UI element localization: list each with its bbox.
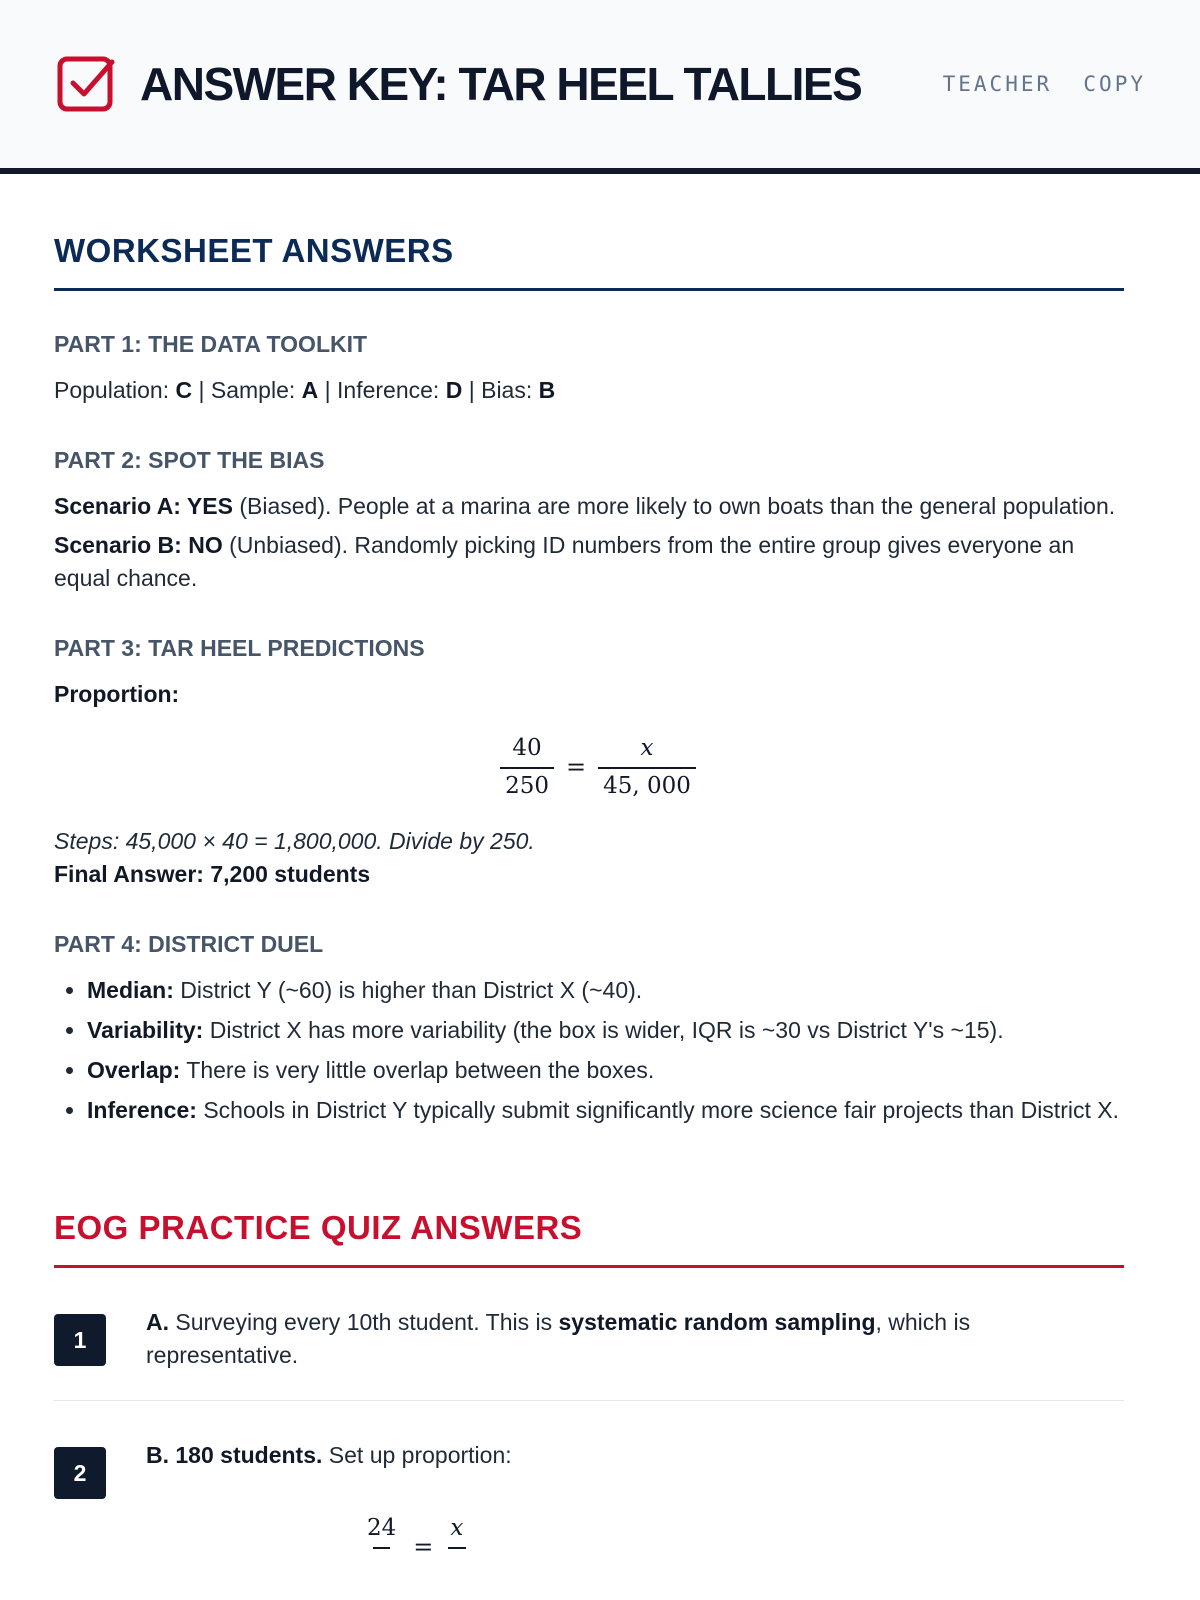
quiz-answer-choice: A.: [146, 1309, 169, 1335]
separator: |: [318, 377, 338, 403]
fraction-right-denominator: 45, 000: [598, 767, 696, 799]
scenario-b-text: (Unbiased). Randomly picking ID numbers from the entire group gives everyone an equal chance.: [54, 532, 1075, 591]
quiz-item-2: [54, 1401, 1124, 1527]
quiz-fraction-right-numerator: x: [450, 1515, 464, 1541]
median-text: District Y (~60) is higher than District X (~40).: [173, 977, 643, 1003]
part1-title: PART 1: THE DATA TOOLKIT: [54, 331, 368, 357]
quiz-answers-heading: EOG PRACTICE QUIZ ANSWERS: [54, 1209, 1124, 1268]
checkbox-check-icon: [56, 53, 118, 115]
part1-answers: [54, 374, 1124, 407]
fraction-left: [500, 735, 554, 799]
population-value: C: [175, 377, 193, 403]
quiz-fraction-left: [362, 1515, 401, 1579]
quiz-number-badge: 2: [54, 1447, 106, 1499]
quiz-answer-choice: B. 180 students.: [146, 1442, 323, 1468]
sample-value: A: [301, 377, 319, 403]
proportion-equation: [54, 735, 1124, 799]
quiz-explanation-bold: systematic random sampling: [558, 1309, 876, 1335]
worksheet-answers-heading: WORKSHEET ANSWERS: [54, 232, 1124, 291]
scenario-a: [54, 490, 1124, 523]
quiz-fraction-right: [445, 1515, 468, 1579]
separator: |: [462, 377, 482, 403]
content: [0, 232, 1200, 1579]
scenario-a-label: Scenario A: YES: [54, 493, 233, 519]
inference-point-text: Schools in District Y typically submit significantly more science fair projects than District X.: [196, 1097, 1119, 1123]
proportion-label: [54, 678, 1124, 711]
equals-sign: =: [566, 753, 587, 781]
bias-label: Bias:: [481, 377, 539, 403]
list-item: [87, 1014, 1124, 1047]
scenario-b-label: Scenario B: NO: [54, 532, 223, 558]
district-duel-list: [54, 974, 1124, 1127]
quiz-2-equation: [362, 1515, 1124, 1579]
overlap-text: There is very little overlap between the boxes.: [180, 1057, 655, 1083]
part2-title: PART 2: SPOT THE BIAS: [54, 447, 325, 473]
quiz-explanation-post: , which is representative.: [146, 1309, 971, 1368]
page-title: ANSWER KEY: TAR HEEL TALLIES: [140, 58, 862, 110]
fraction-right: [598, 735, 696, 799]
quiz-answer-text: [146, 1306, 1124, 1372]
population-label: Population:: [54, 377, 176, 403]
variability-text: District X has more variability (the box is wider, IQR is ~30 vs District Y's ~15).: [203, 1017, 1004, 1043]
bias-value: B: [538, 377, 556, 403]
proportion-label-text: Proportion:: [54, 681, 180, 707]
header: [0, 0, 1200, 174]
quiz-explanation-pre: Set up proportion:: [322, 1442, 512, 1468]
list-item: [87, 1094, 1124, 1127]
quiz-fraction-left-denominator: [373, 1547, 390, 1579]
median-label: Median:: [87, 977, 174, 1003]
quiz-item-1: [54, 1268, 1124, 1401]
quiz-fraction-right-denominator: [448, 1547, 465, 1579]
variability-label: Variability:: [87, 1017, 204, 1043]
fraction-right-numerator: x: [640, 735, 654, 761]
final-answer: Final Answer: 7,200 students: [54, 861, 371, 887]
sample-label: Sample:: [210, 377, 302, 403]
separator: |: [192, 377, 211, 403]
overlap-label: Overlap:: [87, 1057, 181, 1083]
list-item: [87, 974, 1124, 1007]
quiz-explanation-pre: Surveying every 10th student. This is: [169, 1309, 559, 1335]
list-item: [87, 1054, 1124, 1087]
fraction-left-denominator: 250: [500, 767, 554, 799]
inference-value: D: [445, 377, 463, 403]
scenario-a-text: (Biased). People at a marina are more likely to own boats than the general population.: [232, 493, 1116, 519]
part3-title: PART 3: TAR HEEL PREDICTIONS: [54, 635, 425, 661]
solution-steps: Steps: 45,000 × 40 = 1,800,000. Divide by 250.: [54, 828, 535, 854]
quiz-fraction-left-numerator: 24: [367, 1515, 397, 1541]
quiz-answer-text: [146, 1439, 512, 1472]
scenario-b: [54, 529, 1124, 595]
fraction-left-numerator: 40: [512, 735, 542, 761]
quiz-number-badge: 1: [54, 1314, 106, 1366]
part4-title: PART 4: DISTRICT DUEL: [54, 931, 324, 957]
inference-point-label: Inference:: [87, 1097, 197, 1123]
inference-label: Inference:: [337, 377, 446, 403]
quiz-answer-block: [106, 1439, 512, 1472]
teacher-copy-badge: TEACHER COPY: [942, 72, 1146, 96]
equals-sign: =: [413, 1533, 434, 1561]
